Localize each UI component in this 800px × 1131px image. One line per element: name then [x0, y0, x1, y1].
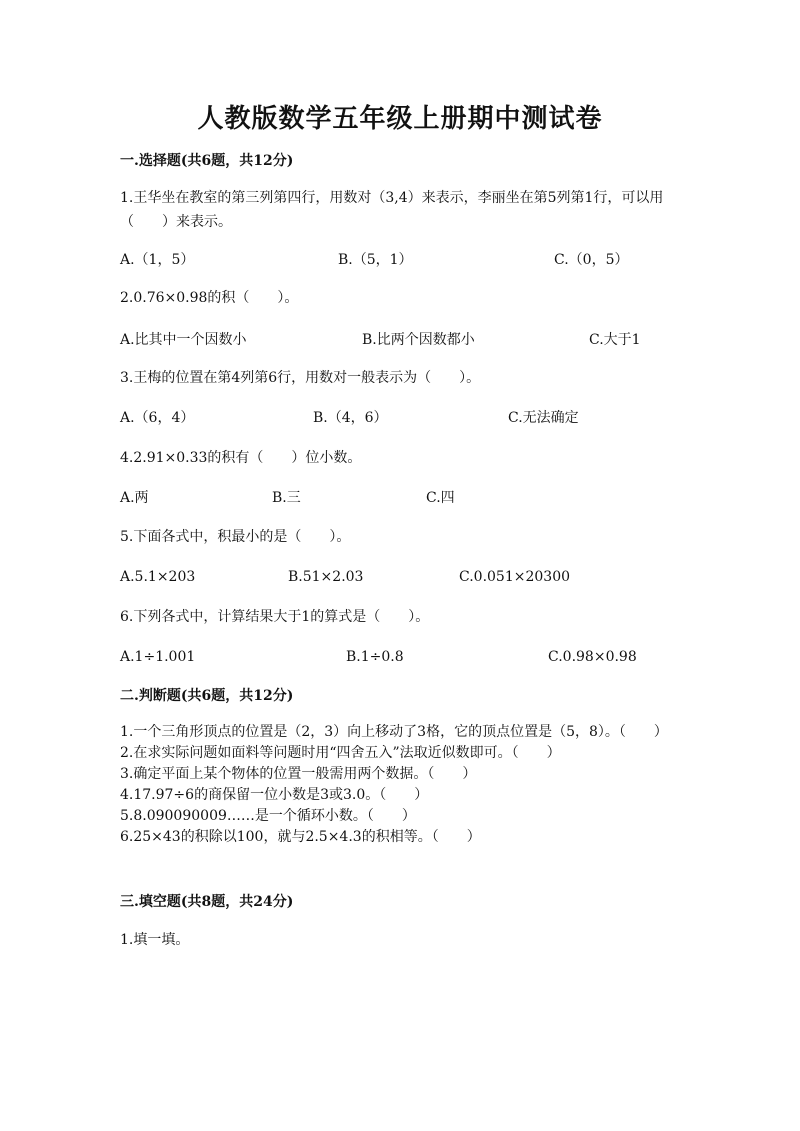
option-c: C.0.98×0.98 — [548, 649, 637, 665]
option-a: A.两 — [120, 490, 149, 506]
question-stem: 1.填一填。 — [120, 932, 190, 948]
option-b: B.三 — [272, 490, 301, 506]
question-stem: 3.王梅的位置在第4列第6行，用数对一般表示为（ ）。 — [120, 370, 481, 386]
option-b: B.51×2.03 — [288, 569, 364, 585]
question-stem: 2.0.76×0.98的积（ ）。 — [120, 290, 299, 306]
option-b: B.（4，6） — [313, 410, 388, 426]
option-c: C.0.051×20300 — [459, 569, 571, 585]
judge-item: 5.8.090090009……是一个循环小数。（ ） — [120, 808, 416, 824]
option-a: A.1÷1.001 — [120, 649, 196, 665]
section-heading-fill: 三.填空题(共8题，共24分) — [120, 894, 294, 910]
option-c: C.大于1 — [589, 332, 641, 348]
judge-list — [120, 722, 680, 848]
option-b: B.（5，1） — [338, 252, 413, 268]
judge-item: 6.25×43的积除以100，就与2.5×4.3的积相等。（ ） — [120, 829, 481, 845]
question-stem: 1.王华坐在教室的第三列第四行，用数对（3,4）来表示，李丽坐在第5列第1行，可以用（ ）来表示。 — [120, 190, 664, 230]
option-a: A.（1，5） — [120, 252, 195, 268]
option-c: C.（0，5） — [554, 252, 629, 268]
section-heading-choice: 一.选择题(共6题，共12分) — [120, 153, 294, 169]
option-a: A.（6，4） — [120, 410, 195, 426]
judge-item: 4.17.97÷6的商保留一位小数是3或3.0。（ ） — [120, 787, 429, 803]
question-stem: 6.下列各式中，计算结果大于1的算式是（ ）。 — [120, 609, 430, 625]
option-b: B.1÷0.8 — [346, 649, 404, 665]
option-c: C.四 — [426, 490, 455, 506]
page-title: 人教版数学五年级上册期中测试卷 — [197, 104, 603, 134]
judge-item: 3.确定平面上某个物体的位置一般需用两个数据。（ ） — [120, 766, 477, 782]
option-c: C.无法确定 — [508, 410, 579, 426]
judge-item: 2.在求实际问题如面料等问题时用“四舍五入”法取近似数即可。（ ） — [120, 745, 561, 761]
judge-item: 1.一个三角形顶点的位置是（2，3）向上移动了3格，它的顶点位置是（5，8）。（ ） — [120, 724, 668, 740]
option-a: A.比其中一个因数小 — [120, 332, 247, 348]
section-heading-judge: 二.判断题(共6题，共12分) — [120, 688, 294, 704]
question-stem: 5.下面各式中，积最小的是（ ）。 — [120, 529, 351, 545]
question-stem: 4.2.91×0.33的积有（ ）位小数。 — [120, 450, 362, 466]
option-a: A.5.1×203 — [120, 569, 196, 585]
option-b: B.比两个因数都小 — [362, 332, 475, 348]
